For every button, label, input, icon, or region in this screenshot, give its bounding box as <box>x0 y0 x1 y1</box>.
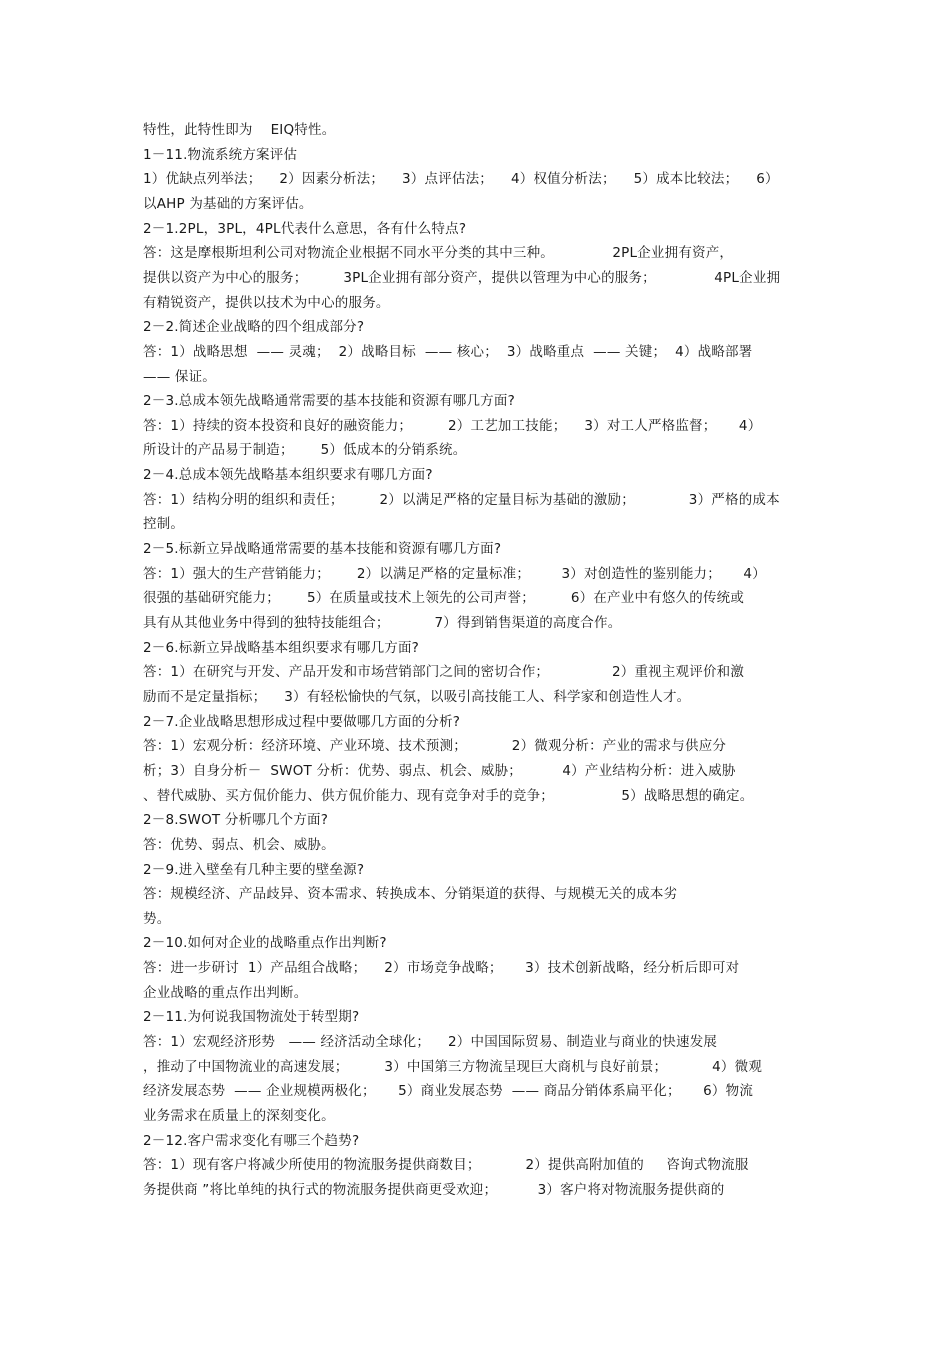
text-line: 2－12.客户需求变化有哪三个趋势? <box>143 1132 360 1149</box>
text-line: 答：优势、弱点、机会、威胁。 <box>143 836 335 853</box>
text-line: 具有从其他业务中得到的独特技能组合； 7）得到销售渠道的高度合作。 <box>143 615 622 631</box>
text-line: 势。 <box>143 910 171 927</box>
text-line: 答：1）宏观分析：经济环境、产业环境、技术预测； 2）微观分析：产业的需求与供应分 <box>143 738 727 755</box>
text-line: 答：1）在研究与开发、产品开发和市场营销部门之间的密切合作； 2）重视主观评价和激 <box>143 664 745 681</box>
text-line: 、替代威胁、买方侃价能力、供方侃价能力、现有竞争对手的竞争； 5）战略思想的确定。 <box>143 787 754 804</box>
text-line: 控制。 <box>143 516 185 533</box>
text-line: 答：1）持续的资本投资和良好的融资能力； 2）工艺加工技能； 3）对工人严格监督； 4） <box>143 417 762 434</box>
text-line: 1）优缺点列举法； 2）因素分析法； 3）点评估法； 4）权值分析法； 5）成本比较法； 6） <box>143 171 779 188</box>
text-line: 所设计的产品易于制造； 5）低成本的分销系统。 <box>143 442 467 459</box>
text-line: 答：1）结构分明的组织和责任； 2）以满足严格的定量目标为基础的激励； 3）严格的成本 <box>143 491 780 508</box>
text-line: 答：1）现有客户将减少所使用的物流服务提供商数目； 2）提供高附加值的 咨询式物流服 <box>143 1157 749 1174</box>
text-line: 2－4.总成本领先战略基本组织要求有哪几方面? <box>143 467 433 484</box>
text-line: 务提供商 ”将比单纯的执行式的物流服务提供商更受欢迎； 3）客户将对物流服务提供商的 <box>143 1181 725 1198</box>
text-line: 2－5.标新立异战略通常需要的基本技能和资源有哪几方面? <box>143 541 502 558</box>
text-line: 2－11.为何说我国物流处于转型期? <box>143 1009 360 1026</box>
text-line: 业务需求在质量上的深刻变化。 <box>143 1108 335 1124</box>
text-line: 2－3.总成本领先战略通常需要的基本技能和资源有哪几方面? <box>143 393 515 410</box>
text-line: 答：进一步研讨 1）产品组合战略； 2）市场竞争战略； 3）技术创新战略，经分析后即可对 <box>143 960 740 977</box>
text-line: 很强的基础研究能力； 5）在质量或技术上领先的公司声誉； 6）在产业中有悠久的传统或 <box>143 590 745 607</box>
text-line: 答：1）强大的生产营销能力； 2）以满足严格的定量标准； 3）对创造性的鉴别能力； 4） <box>143 565 766 582</box>
text-line: 2－6.标新立异战略基本组织要求有哪几方面? <box>143 639 420 656</box>
text-line: 以AHP 为基础的方案评估。 <box>143 195 313 212</box>
text-line: 答：规模经济、产品歧异、资本需求、转换成本、分销渠道的获得、与规模无关的成本劣 <box>143 886 678 903</box>
text-line: —— 保证。 <box>143 368 216 385</box>
text-line: ，推动了中国物流业的高速发展； 3）中国第三方物流呈现巨大商机与良好前景； 4）微观 <box>143 1058 763 1075</box>
text-line: 企业战略的重点作出判断。 <box>143 984 308 1001</box>
text-line: 励而不是定量指标； 3）有轻松愉快的气氛，以吸引高技能工人、科学家和创造性人才。 <box>143 688 691 705</box>
text-line: 2－8.SWOT 分析哪几个方面? <box>143 812 329 829</box>
text-line: 特性，此特性即为 EIQ特性。 <box>143 122 336 138</box>
text-line: 析；3）自身分析－ SWOT 分析：优势、弱点、机会、威胁； 4）产业结构分析：进入威胁 <box>143 762 736 779</box>
text-line: 2－9.进入壁垒有几种主要的壁垒源? <box>143 861 365 878</box>
text-line: 经济发展态势 —— 企业规模两极化； 5）商业发展态势 —— 商品分销体系扁平化； 6）物流 <box>143 1083 754 1100</box>
text-line: 2－2.简述企业战略的四个组成部分? <box>143 319 365 336</box>
text-line: 2－7.企业战略思想形成过程中要做哪几方面的分析? <box>143 713 461 730</box>
text-line: 2－10.如何对企业的战略重点作出判断? <box>143 935 387 952</box>
text-line: 2－1.2PL，3PL，4PL代表什么意思，各有什么特点? <box>143 220 467 237</box>
text-line: 答：1）战略思想 —— 灵魂； 2）战略目标 —— 核心； 3）战略重点 —— 关键； 4）战略部署 <box>143 343 753 360</box>
text-line: 答：1）宏观经济形势 —— 经济活动全球化； 2）中国国际贸易、制造业与商业的快速发展 <box>143 1034 718 1051</box>
text-line: 有精锐资产，提供以技术为中心的服务。 <box>143 294 390 311</box>
text-line: 答：这是摩根斯坦利公司对物流企业根据不同水平分类的其中三种。 2PL企业拥有资产， <box>143 245 734 262</box>
text-line: 提供以资产为中心的服务； 3PL企业拥有部分资产，提供以管理为中心的服务； 4PL企业拥 <box>143 269 781 286</box>
text-line: 1－11.物流系统方案评估 <box>143 146 298 163</box>
